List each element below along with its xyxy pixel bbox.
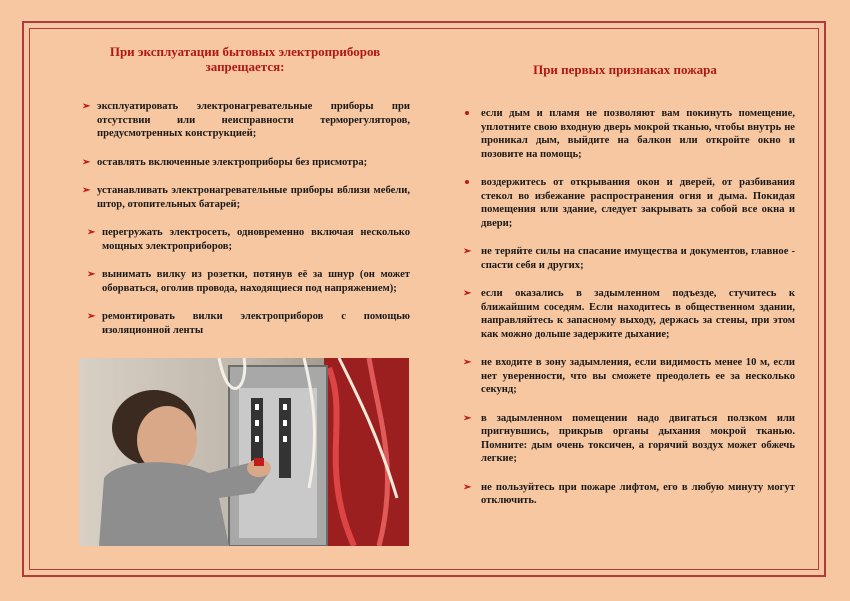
- arrow-bullet-icon: ➢: [82, 185, 91, 196]
- list-item: ➢ перегружать электросеть, одновременно включая несколько мощных электроприборов;: [87, 227, 410, 252]
- arrow-bullet-icon: ➢: [463, 357, 472, 368]
- dot-bullet-icon: [465, 180, 469, 184]
- list-item: ➢ устанавливать электронагревательные приборы вблизи мебели, штор, отопительных батарей;: [82, 185, 410, 210]
- list-item: если дым и пламя не позволяют вам покинуть помещение, уплотните свою входную дверь мокрой тканью, чтобы внутрь не проникал дым, выйдите на балкон или откройте окно и позовите на помощь;: [455, 107, 795, 161]
- arrow-bullet-icon: ➢: [82, 156, 91, 168]
- right-column: [455, 62, 795, 523]
- list-item: ➢ эксплуатировать электронагревательные приборы при отсутствии или неисправности терморегуляторов, предусмотренных конструкцией;: [82, 101, 410, 139]
- list-item: ➢ ремонтировать вилки электроприборов с помощью изоляционной ленты: [87, 311, 410, 336]
- arrow-bullet-icon: ➢: [463, 288, 472, 299]
- left-column: [80, 44, 410, 352]
- arrow-bullet-icon: ➢: [82, 101, 91, 112]
- list-item: ➢ оставлять включенные электроприборы без присмотра;: [82, 156, 368, 168]
- prohibitions-list: [80, 100, 410, 337]
- arrow-bullet-icon: ➢: [87, 269, 96, 280]
- right-title: При первых признаках пожара: [533, 62, 717, 77]
- list-item: ➢ в задымленном помещении надо двигаться ползком или пригнувшись, прикрыв органы дыхания мокрой тканью. Помните: дым очень токсичен, а горячий воздух может обжечь легкие;: [463, 412, 795, 464]
- list-item: ➢ не входите в зону задымления, если видимость менее 10 м, если нет уверенности, что вы сможете преодолеть ее за несколько секунд;: [463, 357, 795, 395]
- list-item: воздержитесь от открывания окон и дверей, от разбивания стекол во избежание распространения огня и дыма. Покидая помещения или здание, следует закрывать за собой все окна и двери;: [455, 176, 795, 230]
- list-item: ➢ если оказались в задымленном подъезде, стучитесь к ближайшим соседям. Если находитесь в общественном здании, направляйтесь к запасному выходу, держась за стены, при этом как можно дольше задержите дыхание;: [463, 288, 795, 340]
- list-item: ➢ не пользуйтесь при пожаре лифтом, его в любую минуту могут отключить.: [463, 481, 795, 506]
- arrow-bullet-icon: ➢: [87, 311, 96, 322]
- arrow-bullet-icon: ➢: [87, 227, 96, 238]
- electrician-photo-icon: [79, 358, 409, 546]
- list-item: ➢ вынимать вилку из розетки, потянув её за шнур (он может оборваться, оголив провода, находящиеся под напряжением);: [87, 269, 410, 294]
- arrow-bullet-icon: ➢: [463, 412, 472, 424]
- fire-actions-list: [455, 107, 795, 508]
- arrow-bullet-icon: ➢: [463, 481, 472, 493]
- arrow-bullet-icon: ➢: [463, 246, 472, 257]
- dot-bullet-icon: [465, 111, 469, 115]
- left-title: При эксплуатации бытовых электроприборов запрещается:: [109, 44, 381, 74]
- list-item: ➢ не теряйте силы на спасание имущества и документов, главное - спасти себя и других;: [463, 246, 795, 271]
- electrician-photo: [79, 358, 409, 546]
